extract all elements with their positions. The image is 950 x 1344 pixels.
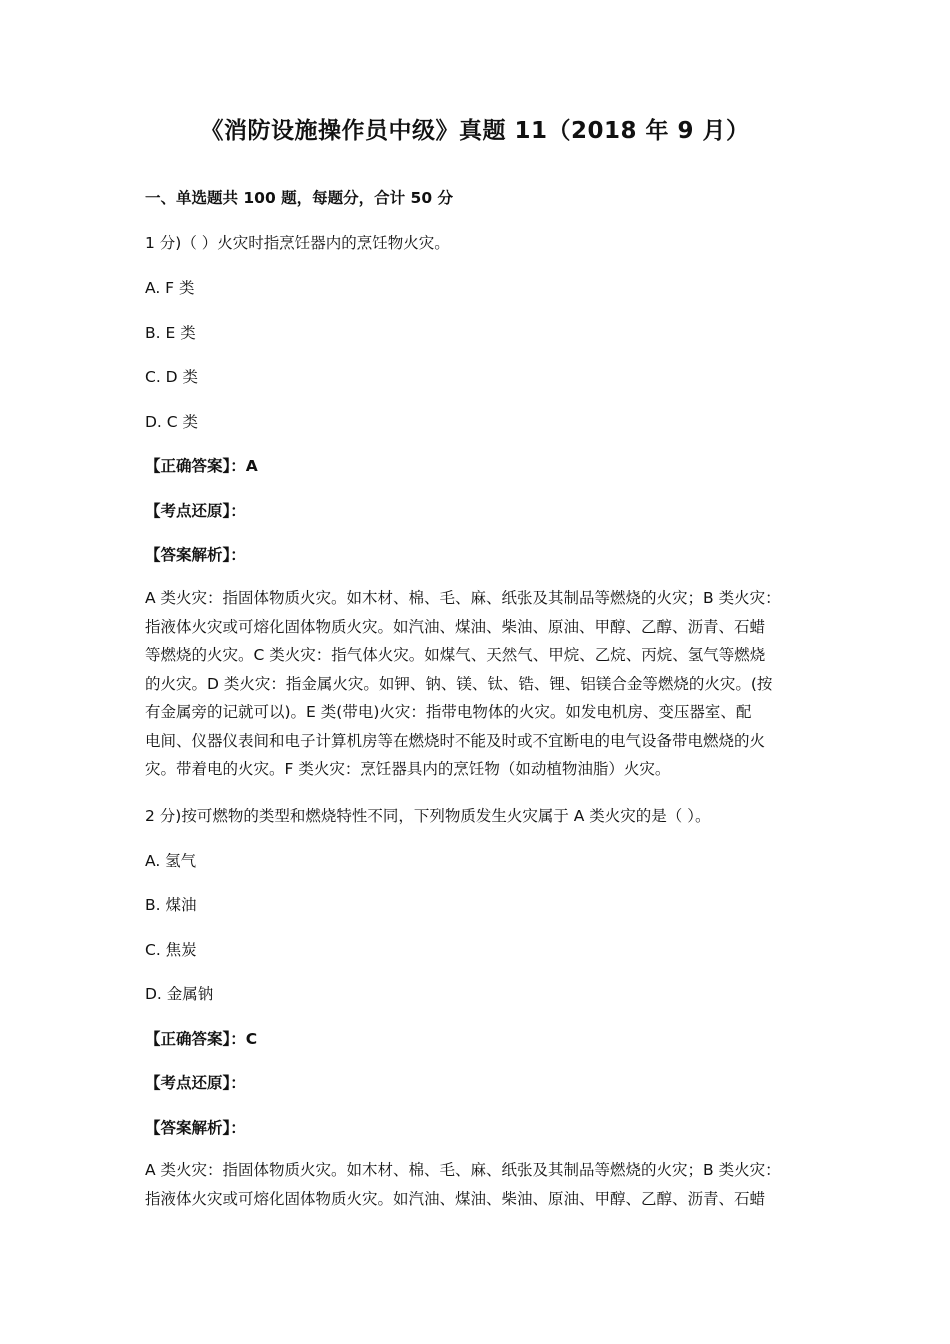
explanation-line: 等燃烧的火灾。C 类火灾：指气体火灾。如煤气、天然气、甲烷、乙烷、丙烷、氢气等燃烧 — [145, 646, 766, 664]
question-2-kaodian-label: 【考点还原】： — [145, 1074, 246, 1092]
question-1-answer: 【正确答案】：A — [145, 457, 258, 475]
question-2-option-b: B. 煤油 — [145, 896, 197, 914]
question-2-answer: 【正确答案】：C — [145, 1030, 258, 1048]
question-2-option-c: C. 焦炭 — [145, 941, 197, 959]
explanation-line: 电间、仪器仪表间和电子计算机房等在燃烧时不能及时或不宜断电的电气设备带电燃烧的火 — [145, 731, 766, 750]
explanation-line: 指液体火灾或可熔化固体物质火灾。如汽油、煤油、柴油、原油、甲醇、乙醇、沥青、石蜡 — [145, 617, 766, 636]
explanation-line: A 类火灾：指固体物质火灾。如木材、棉、毛、麻、纸张及其制品等燃烧的火灾；B 类火灾： — [145, 1161, 781, 1179]
question-1-option-a: A. F 类 — [145, 279, 195, 297]
explanation-line: 有金属旁的记就可以)。E 类(带电)火灾：指带电物体的火灾。如发电机房、变压器室、配 — [145, 703, 752, 721]
question-1-stem: 1 分)（ ）火灾时指烹饪器内的烹饪物火灾。 — [145, 234, 450, 252]
explanation-line: 的火灾。D 类火灾：指金属火灾。如钾、钠、镁、钛、锆、锂、铝镁合金等燃烧的火灾。(按 — [145, 674, 773, 693]
question-2-explanation — [145, 1156, 811, 1213]
question-1-jiexi-label: 【答案解析】： — [145, 546, 246, 564]
explanation-line: A 类火灾：指固体物质火灾。如木材、棉、毛、麻、纸张及其制品等燃烧的火灾；B 类火灾： — [145, 589, 781, 607]
question-1-explanation — [145, 584, 811, 784]
question-2-jiexi-label: 【答案解析】： — [145, 1119, 246, 1137]
question-1-option-d: D. C 类 — [145, 413, 199, 431]
question-1-kaodian-label: 【考点还原】： — [145, 502, 246, 520]
question-2-stem: 2 分)按可燃物的类型和燃烧特性不同，下列物质发生火灾属于 A 类火灾的是（ ）。 — [145, 807, 711, 825]
explanation-line: 指液体火灾或可熔化固体物质火灾。如汽油、煤油、柴油、原油、甲醇、乙醇、沥青、石蜡 — [145, 1189, 766, 1208]
section-heading: 一、单选题共 100 题，每题分，合计 50 分 — [145, 189, 454, 207]
question-1-option-c: C. D 类 — [145, 368, 199, 386]
question-1-option-b: B. E 类 — [145, 324, 196, 342]
explanation-line: 灾。带着电的火灾。F 类火灾：烹饪器具内的烹饪物（如动植物油脂）火灾。 — [145, 760, 671, 778]
document-title: 《消防设施操作员中级》真题 11（2018 年 9 月） — [200, 118, 750, 144]
question-2-option-a: A. 氢气 — [145, 852, 197, 870]
question-2-option-d: D. 金属钠 — [145, 985, 214, 1003]
